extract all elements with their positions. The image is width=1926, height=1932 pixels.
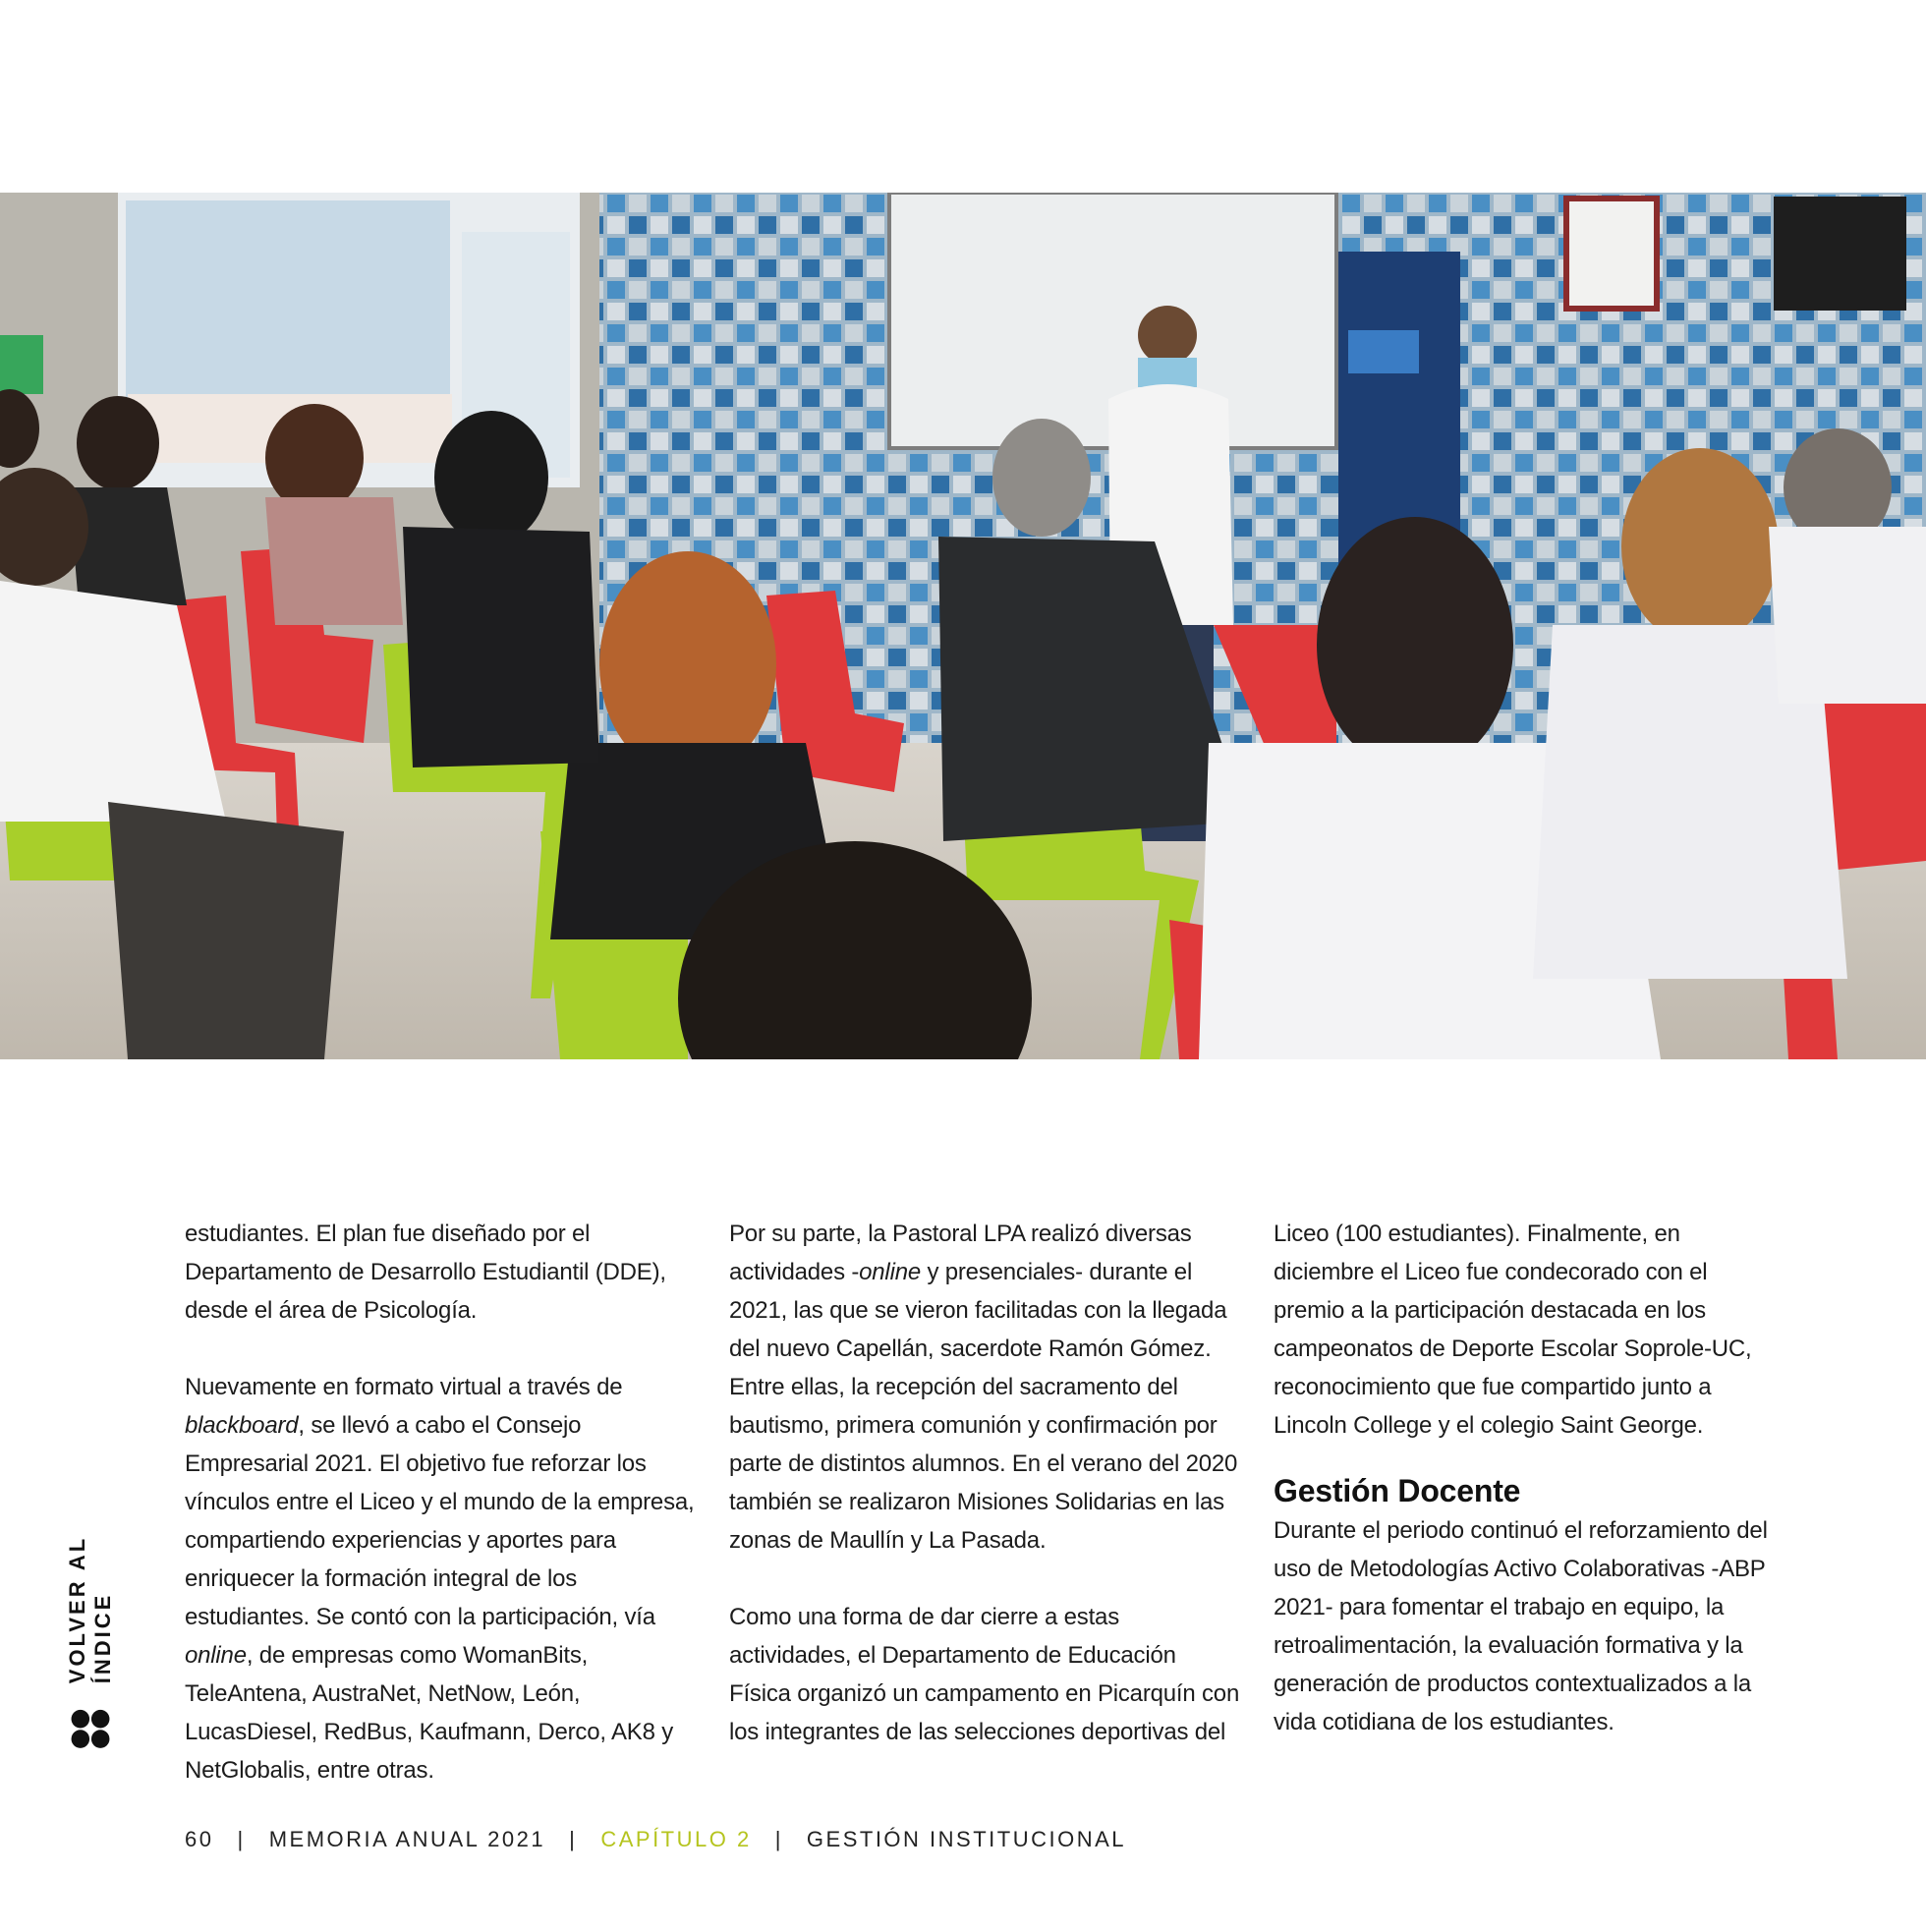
section-label: GESTIÓN INSTITUCIONAL xyxy=(806,1827,1127,1851)
page-number: 60 xyxy=(185,1827,214,1851)
text-run: , se llevó a cabo el Consejo Empresarial 2021. El objetivo fue reforzar los vínculos entre el Liceo y el mundo de la empresa, compartiendo experiencias y aportes para enriquecer la formación integral de los estudiantes. Se contó con la participación, vía xyxy=(185,1412,695,1630)
paragraph: Durante el periodo continuó el reforzamiento del uso de Metodologías Activo Colaborativas -ABP 2021- para fomentar el trabajo en equipo, la retroalimentación, la evaluación formativa y la generación de productos contextualizados a la vida cotidiana de los estudiantes. xyxy=(1274,1517,1768,1735)
footer-separator: | xyxy=(237,1827,246,1851)
italic-text: online xyxy=(185,1642,247,1669)
paragraph xyxy=(729,1215,1240,1560)
paragraph xyxy=(185,1368,696,1790)
text-column-3 xyxy=(1274,1215,1784,1741)
four-circles-icon xyxy=(69,1709,112,1749)
text-run: y presenciales- durante el 2021, las que se vieron facilitadas con la llegada del nuevo Capellán, sacerdote Ramón Gómez. Entre ellas, la recepción del sacramento del bautismo, primera comunión y confirmación por parte de distintos alumnos. En el verano del 2020 también se realizaron Misiones Solidarias en las zonas de Maullín y La Pasada. xyxy=(729,1259,1238,1554)
classroom-meeting-photo xyxy=(0,193,1926,1059)
back-to-index-link[interactable] xyxy=(63,1454,118,1749)
text-column-2 xyxy=(729,1215,1240,1751)
back-to-index-label: VOLVER AL ÍNDICE xyxy=(65,1536,115,1684)
italic-text: blackboard xyxy=(185,1412,299,1439)
section-heading: Gestión Docente xyxy=(1274,1473,1521,1508)
page-footer xyxy=(185,1827,1126,1852)
footer-separator: | xyxy=(569,1827,578,1851)
text-run: Nuevamente en formato virtual a través de xyxy=(185,1374,623,1400)
chapter-label: CAPÍTULO 2 xyxy=(600,1827,752,1851)
paragraph: estudiantes. El plan fue diseñado por el Departamento de Desarrollo Estudiantil (DDE), desde el área de Psicología. xyxy=(185,1221,666,1324)
publication-title: MEMORIA ANUAL 2021 xyxy=(268,1827,546,1851)
italic-text: online xyxy=(859,1259,921,1285)
paragraph: Liceo (100 estudiantes). Finalmente, en diciembre el Liceo fue condecorado con el premio a la participación destacada en los campeonatos de Deporte Escolar Soprole-UC, reconocimiento que fue compartido junto a Lincoln College y el colegio Saint George. xyxy=(1274,1221,1752,1439)
text-run: , de empresas como WomanBits, TeleAntena, AustraNet, NetNow, León, LucasDiesel, RedBus, Kaufmann, Derco, AK8 y NetGlobalis, entre otras. xyxy=(185,1642,673,1784)
footer-separator: | xyxy=(774,1827,783,1851)
paragraph: Como una forma de dar cierre a estas actividades, el Departamento de Educación Física organizó un campamento en Picarquín con los integrantes de las selecciones deportivas del xyxy=(729,1604,1240,1745)
photo-illustration xyxy=(0,193,1926,1059)
text-run: Por su parte, la Pastoral LPA realizó diversas actividades - xyxy=(729,1221,1192,1285)
text-column-1 xyxy=(185,1215,696,1790)
